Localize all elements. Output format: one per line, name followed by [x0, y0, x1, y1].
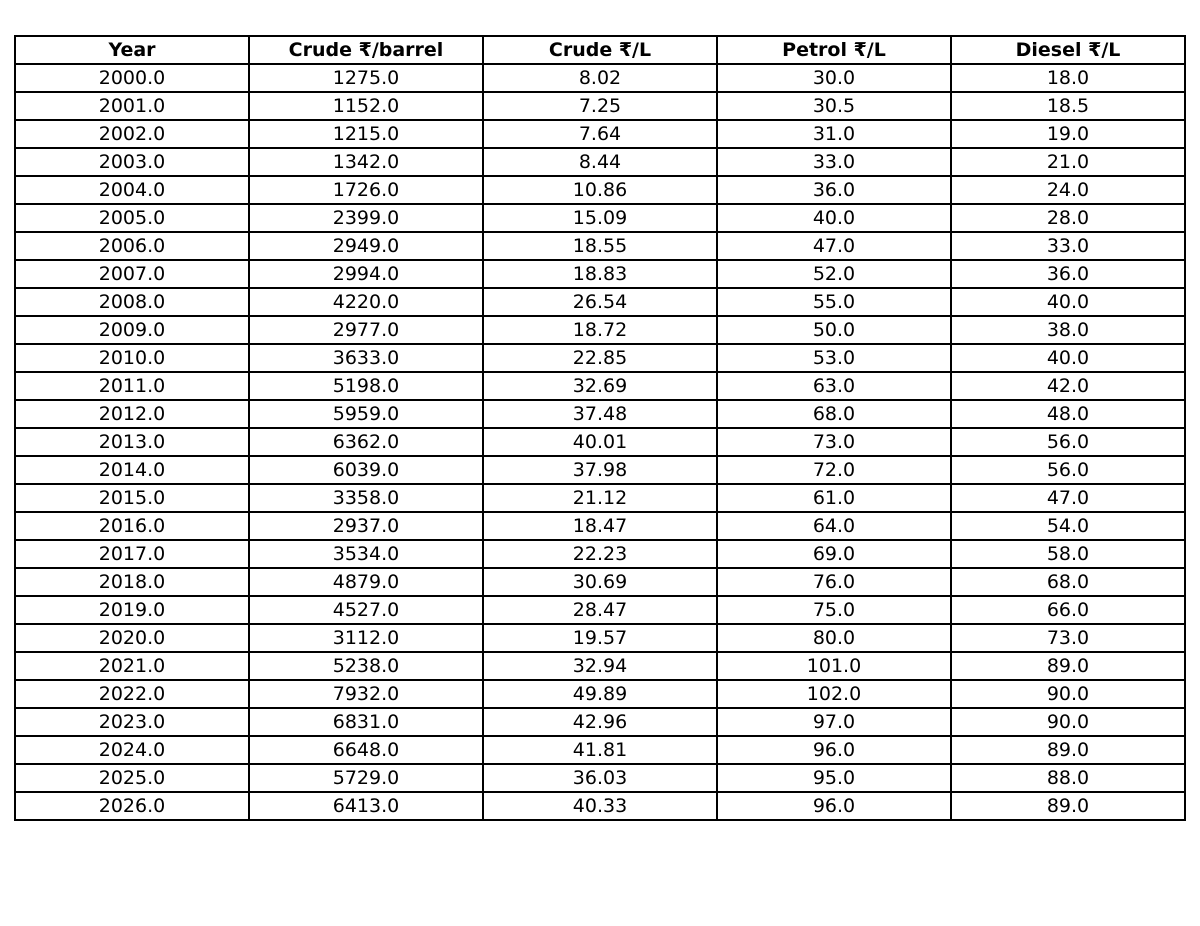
cell-petrol-litre: 102.0 [717, 680, 951, 708]
cell-diesel-litre: 42.0 [951, 372, 1185, 400]
cell-crude-litre: 37.98 [483, 456, 717, 484]
cell-diesel-litre: 89.0 [951, 792, 1185, 820]
cell-crude-barrel: 3358.0 [249, 484, 483, 512]
cell-petrol-litre: 33.0 [717, 148, 951, 176]
cell-year: 2019.0 [15, 596, 249, 624]
cell-petrol-litre: 31.0 [717, 120, 951, 148]
column-header-crude-litre: Crude ₹/L [483, 36, 717, 64]
column-header-crude-barrel: Crude ₹/barrel [249, 36, 483, 64]
cell-petrol-litre: 96.0 [717, 736, 951, 764]
cell-crude-litre: 7.25 [483, 92, 717, 120]
table-row [15, 736, 1185, 764]
cell-petrol-litre: 52.0 [717, 260, 951, 288]
cell-petrol-litre: 69.0 [717, 540, 951, 568]
table-row [15, 484, 1185, 512]
cell-diesel-litre: 28.0 [951, 204, 1185, 232]
cell-crude-barrel: 2994.0 [249, 260, 483, 288]
cell-crude-barrel: 4527.0 [249, 596, 483, 624]
cell-year: 2002.0 [15, 120, 249, 148]
cell-crude-barrel: 1152.0 [249, 92, 483, 120]
cell-year: 2025.0 [15, 764, 249, 792]
table-row [15, 596, 1185, 624]
cell-year: 2012.0 [15, 400, 249, 428]
cell-diesel-litre: 19.0 [951, 120, 1185, 148]
cell-crude-barrel: 2949.0 [249, 232, 483, 260]
cell-crude-litre: 37.48 [483, 400, 717, 428]
table-row [15, 176, 1185, 204]
table-row [15, 708, 1185, 736]
cell-crude-litre: 22.85 [483, 344, 717, 372]
cell-year: 2017.0 [15, 540, 249, 568]
cell-petrol-litre: 36.0 [717, 176, 951, 204]
cell-diesel-litre: 21.0 [951, 148, 1185, 176]
cell-petrol-litre: 64.0 [717, 512, 951, 540]
table-row [15, 456, 1185, 484]
cell-diesel-litre: 73.0 [951, 624, 1185, 652]
cell-crude-barrel: 5238.0 [249, 652, 483, 680]
cell-diesel-litre: 40.0 [951, 288, 1185, 316]
cell-year: 2020.0 [15, 624, 249, 652]
cell-year: 2004.0 [15, 176, 249, 204]
table-row [15, 624, 1185, 652]
cell-petrol-litre: 30.5 [717, 92, 951, 120]
cell-crude-litre: 40.33 [483, 792, 717, 820]
cell-diesel-litre: 58.0 [951, 540, 1185, 568]
cell-crude-barrel: 6039.0 [249, 456, 483, 484]
cell-crude-litre: 32.94 [483, 652, 717, 680]
table-row [15, 204, 1185, 232]
cell-crude-barrel: 1215.0 [249, 120, 483, 148]
cell-year: 2003.0 [15, 148, 249, 176]
cell-crude-barrel: 1726.0 [249, 176, 483, 204]
cell-diesel-litre: 88.0 [951, 764, 1185, 792]
cell-year: 2024.0 [15, 736, 249, 764]
cell-crude-litre: 18.47 [483, 512, 717, 540]
cell-diesel-litre: 38.0 [951, 316, 1185, 344]
cell-crude-barrel: 6831.0 [249, 708, 483, 736]
cell-crude-litre: 36.03 [483, 764, 717, 792]
cell-crude-barrel: 3633.0 [249, 344, 483, 372]
cell-diesel-litre: 47.0 [951, 484, 1185, 512]
cell-crude-litre: 18.55 [483, 232, 717, 260]
cell-year: 2021.0 [15, 652, 249, 680]
cell-year: 2014.0 [15, 456, 249, 484]
cell-year: 2006.0 [15, 232, 249, 260]
cell-petrol-litre: 97.0 [717, 708, 951, 736]
table-row [15, 288, 1185, 316]
cell-diesel-litre: 68.0 [951, 568, 1185, 596]
cell-diesel-litre: 33.0 [951, 232, 1185, 260]
cell-diesel-litre: 54.0 [951, 512, 1185, 540]
cell-crude-litre: 30.69 [483, 568, 717, 596]
table-row [15, 372, 1185, 400]
table-row [15, 344, 1185, 372]
cell-petrol-litre: 53.0 [717, 344, 951, 372]
cell-diesel-litre: 24.0 [951, 176, 1185, 204]
cell-year: 2026.0 [15, 792, 249, 820]
table-row [15, 64, 1185, 92]
cell-petrol-litre: 96.0 [717, 792, 951, 820]
cell-year: 2013.0 [15, 428, 249, 456]
column-header-diesel-litre: Diesel ₹/L [951, 36, 1185, 64]
cell-crude-barrel: 4220.0 [249, 288, 483, 316]
table-row [15, 680, 1185, 708]
cell-petrol-litre: 72.0 [717, 456, 951, 484]
cell-petrol-litre: 101.0 [717, 652, 951, 680]
cell-crude-barrel: 1275.0 [249, 64, 483, 92]
cell-crude-litre: 10.86 [483, 176, 717, 204]
cell-petrol-litre: 80.0 [717, 624, 951, 652]
cell-diesel-litre: 89.0 [951, 652, 1185, 680]
cell-crude-barrel: 3534.0 [249, 540, 483, 568]
cell-year: 2008.0 [15, 288, 249, 316]
cell-petrol-litre: 63.0 [717, 372, 951, 400]
cell-year: 2016.0 [15, 512, 249, 540]
cell-crude-barrel: 3112.0 [249, 624, 483, 652]
cell-crude-litre: 21.12 [483, 484, 717, 512]
cell-year: 2010.0 [15, 344, 249, 372]
cell-year: 2015.0 [15, 484, 249, 512]
table-row [15, 792, 1185, 820]
cell-petrol-litre: 68.0 [717, 400, 951, 428]
cell-year: 2009.0 [15, 316, 249, 344]
cell-petrol-litre: 76.0 [717, 568, 951, 596]
cell-crude-litre: 22.23 [483, 540, 717, 568]
cell-diesel-litre: 48.0 [951, 400, 1185, 428]
cell-diesel-litre: 56.0 [951, 428, 1185, 456]
cell-crude-barrel: 6648.0 [249, 736, 483, 764]
cell-crude-litre: 8.02 [483, 64, 717, 92]
header-row [15, 36, 1185, 64]
cell-crude-litre: 18.72 [483, 316, 717, 344]
cell-crude-litre: 32.69 [483, 372, 717, 400]
cell-crude-barrel: 2399.0 [249, 204, 483, 232]
cell-diesel-litre: 56.0 [951, 456, 1185, 484]
cell-crude-litre: 41.81 [483, 736, 717, 764]
table-row [15, 512, 1185, 540]
cell-petrol-litre: 95.0 [717, 764, 951, 792]
cell-crude-litre: 49.89 [483, 680, 717, 708]
cell-crude-litre: 8.44 [483, 148, 717, 176]
table-row [15, 260, 1185, 288]
cell-crude-barrel: 2937.0 [249, 512, 483, 540]
cell-crude-litre: 15.09 [483, 204, 717, 232]
cell-diesel-litre: 90.0 [951, 708, 1185, 736]
cell-crude-litre: 19.57 [483, 624, 717, 652]
cell-year: 2011.0 [15, 372, 249, 400]
cell-petrol-litre: 73.0 [717, 428, 951, 456]
cell-crude-barrel: 4879.0 [249, 568, 483, 596]
cell-petrol-litre: 50.0 [717, 316, 951, 344]
cell-crude-litre: 18.83 [483, 260, 717, 288]
cell-petrol-litre: 75.0 [717, 596, 951, 624]
table-row [15, 540, 1185, 568]
table-row [15, 120, 1185, 148]
table-row [15, 568, 1185, 596]
table-row [15, 92, 1185, 120]
cell-diesel-litre: 18.5 [951, 92, 1185, 120]
cell-diesel-litre: 66.0 [951, 596, 1185, 624]
cell-year: 2005.0 [15, 204, 249, 232]
data-table-container [14, 35, 1186, 821]
cell-crude-barrel: 6362.0 [249, 428, 483, 456]
cell-diesel-litre: 89.0 [951, 736, 1185, 764]
cell-crude-litre: 28.47 [483, 596, 717, 624]
cell-crude-barrel: 1342.0 [249, 148, 483, 176]
cell-year: 2023.0 [15, 708, 249, 736]
cell-diesel-litre: 40.0 [951, 344, 1185, 372]
cell-petrol-litre: 55.0 [717, 288, 951, 316]
cell-crude-litre: 7.64 [483, 120, 717, 148]
cell-year: 2022.0 [15, 680, 249, 708]
cell-diesel-litre: 90.0 [951, 680, 1185, 708]
cell-petrol-litre: 30.0 [717, 64, 951, 92]
cell-petrol-litre: 47.0 [717, 232, 951, 260]
cell-crude-litre: 26.54 [483, 288, 717, 316]
table-body [15, 64, 1185, 820]
table-row [15, 232, 1185, 260]
cell-year: 2007.0 [15, 260, 249, 288]
cell-crude-litre: 40.01 [483, 428, 717, 456]
cell-crude-litre: 42.96 [483, 708, 717, 736]
table-row [15, 428, 1185, 456]
cell-petrol-litre: 61.0 [717, 484, 951, 512]
cell-petrol-litre: 40.0 [717, 204, 951, 232]
cell-crude-barrel: 5198.0 [249, 372, 483, 400]
cell-year: 2018.0 [15, 568, 249, 596]
table-row [15, 148, 1185, 176]
cell-crude-barrel: 7932.0 [249, 680, 483, 708]
cell-diesel-litre: 36.0 [951, 260, 1185, 288]
cell-diesel-litre: 18.0 [951, 64, 1185, 92]
cell-crude-barrel: 6413.0 [249, 792, 483, 820]
data-table [14, 35, 1186, 821]
table-row [15, 764, 1185, 792]
table-row [15, 652, 1185, 680]
cell-crude-barrel: 5729.0 [249, 764, 483, 792]
column-header-year: Year [15, 36, 249, 64]
table-row [15, 400, 1185, 428]
cell-year: 2000.0 [15, 64, 249, 92]
cell-crude-barrel: 2977.0 [249, 316, 483, 344]
cell-year: 2001.0 [15, 92, 249, 120]
table-row [15, 316, 1185, 344]
column-header-petrol-litre: Petrol ₹/L [717, 36, 951, 64]
cell-crude-barrel: 5959.0 [249, 400, 483, 428]
